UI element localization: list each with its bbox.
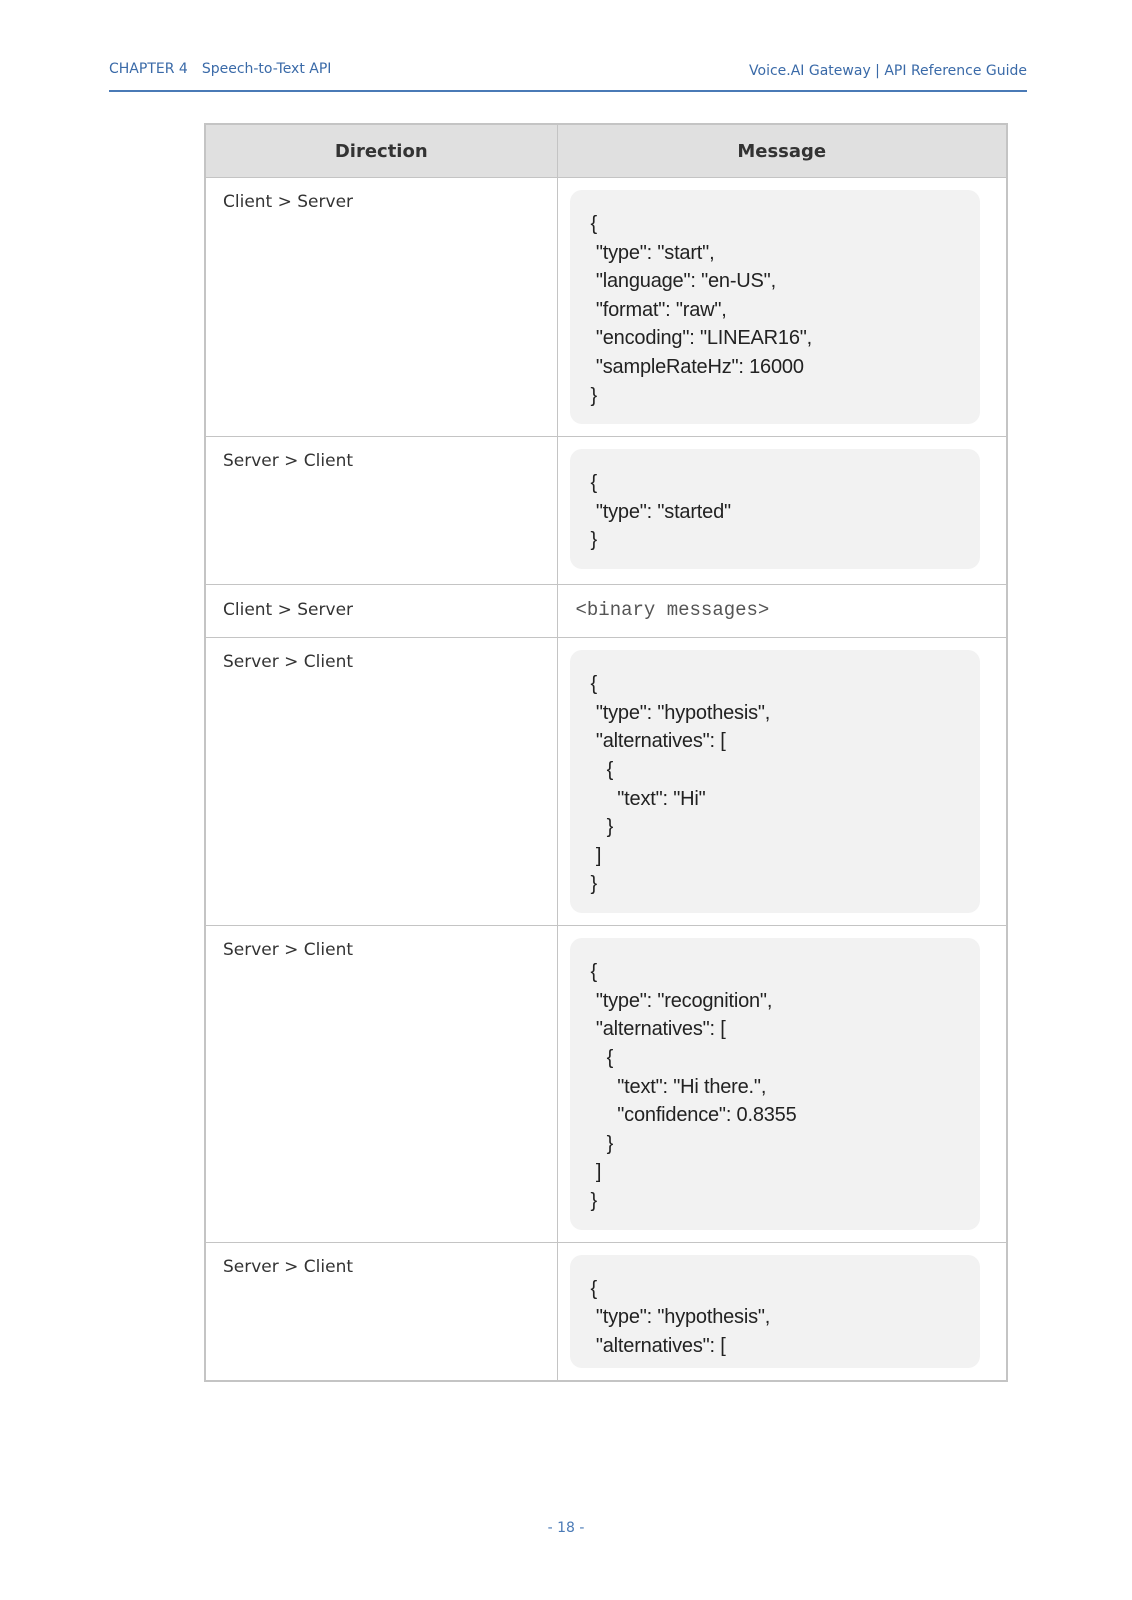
binary-placeholder: <binary messages>	[575, 599, 770, 622]
page-header	[109, 60, 1027, 92]
chapter-label: CHAPTER 4	[109, 61, 188, 77]
table-row	[205, 926, 1007, 1242]
message-cell	[557, 437, 1007, 585]
code-block: { "type": "started" }	[570, 449, 981, 569]
code-block: { "type": "recognition", "alternatives": [ { "text": "Hi there.", "confidence": 0.8355 } ] }	[570, 938, 981, 1229]
direction-cell: Server > Client	[205, 638, 557, 926]
direction-cell: Server > Client	[205, 926, 557, 1242]
column-header-message: Message	[557, 124, 1007, 178]
code-block: { "type": "start", "language": "en-US", "format": "raw", "encoding": "LINEAR16", "sampleRateHz": 16000 }	[570, 190, 981, 424]
table-row	[205, 638, 1007, 926]
document-title: Voice.AI Gateway | API Reference Guide	[749, 63, 1027, 79]
section-title: Speech-to-Text API	[201, 61, 332, 77]
message-cell	[557, 638, 1007, 926]
message-cell	[557, 926, 1007, 1242]
message-cell	[557, 585, 1007, 638]
table-row	[205, 178, 1007, 437]
message-cell	[557, 178, 1007, 437]
table-row	[205, 437, 1007, 585]
table-header-row	[205, 124, 1007, 178]
table-row	[205, 585, 1007, 638]
direction-cell: Server > Client	[205, 437, 557, 585]
direction-cell: Client > Server	[205, 178, 557, 437]
code-block: { "type": "hypothesis", "alternatives": [	[570, 1255, 981, 1369]
page-number: - 18 -	[547, 1520, 585, 1536]
direction-cell: Server > Client	[205, 1242, 557, 1381]
header-chapter	[109, 61, 331, 77]
code-block: { "type": "hypothesis", "alternatives": [ { "text": "Hi" } ] }	[570, 650, 981, 913]
column-header-direction: Direction	[205, 124, 557, 178]
direction-cell: Client > Server	[205, 585, 557, 638]
message-cell	[557, 1242, 1007, 1381]
message-table	[204, 123, 1008, 1382]
table-row	[205, 1242, 1007, 1381]
